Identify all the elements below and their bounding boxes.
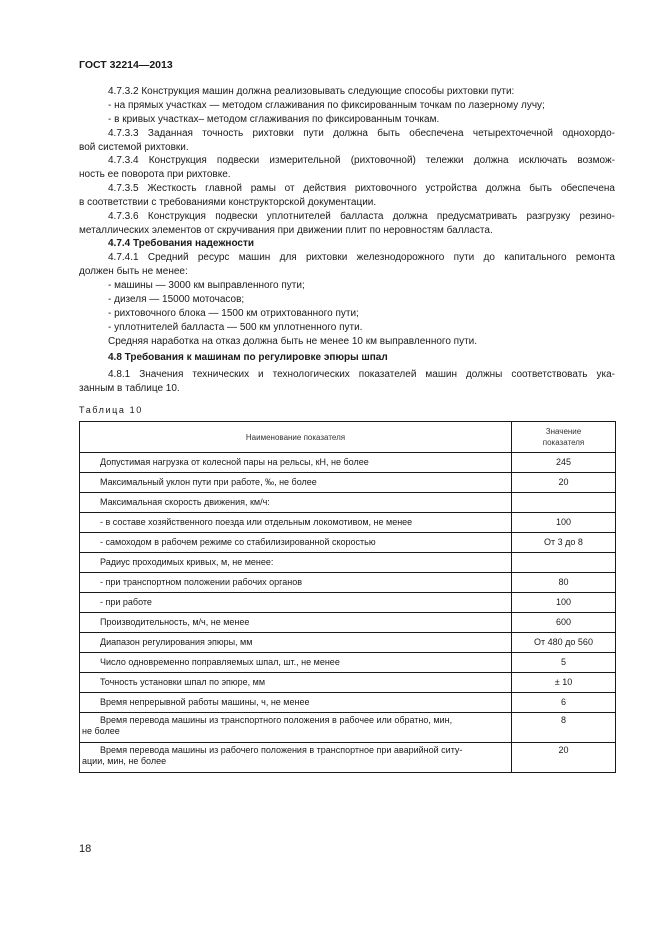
row-value: 5 [512, 653, 616, 673]
row-name: Максимальный уклон пути при работе, ‰, не более [80, 473, 512, 493]
row-name-line-1: Время перевода машины из рабочего положения в транспортное при аварийной ситу- [100, 745, 463, 755]
row-name: - в составе хозяйственного поезда или отдельным локомотивом, не менее [80, 513, 512, 533]
row-name: Число одновременно поправляемых шпал, шт., не менее [80, 653, 512, 673]
section-heading-4-8: 4.8 Требования к машинам по регулировке эпюры шпал [108, 352, 388, 363]
row-name: Диапазон регулирования эпюры, мм [80, 633, 512, 653]
clause-4-7-3-5: 4.7.3.5 Жесткость главной рамы от действия рихтовочного устройства должна быть обеспечена [108, 183, 615, 194]
list-item: - машины — 3000 км выправленного пути; [108, 280, 305, 291]
table-row [80, 653, 616, 673]
clause-4-7-3-6: 4.7.3.6 Конструкция подвески уплотнителей балласта должна предусматривать разгрузку резино- [108, 211, 615, 222]
table-row [80, 743, 616, 773]
row-name [80, 713, 512, 743]
table-caption: Таблица 10 [79, 405, 143, 415]
list-item: - уплотнителей балласта — 500 км уплотненного пути. [108, 322, 363, 333]
row-value: 80 [512, 573, 616, 593]
table-row [80, 673, 616, 693]
table-10 [79, 421, 616, 773]
table-row [80, 593, 616, 613]
table-row [80, 553, 616, 573]
list-item: - на прямых участках — методом сглаживания по фиксированным точкам по лазерному лучу; [108, 100, 545, 111]
row-value: 8 [512, 713, 616, 743]
clause-4-7-3-2: 4.7.3.2 Конструкция машин должна реализовывать следующие способы рихтовки пути: [108, 86, 515, 97]
column-header-name: Наименование показателя [80, 422, 512, 453]
document-header: ГОСТ 32214—2013 [79, 59, 173, 71]
table-row [80, 453, 616, 473]
row-value: ± 10 [512, 673, 616, 693]
list-item: - в кривых участках– методом сглаживания по фиксированным точкам. [108, 114, 440, 125]
clause-text: металлических элементов от скручивания при движении плит по неровностям балласта. [79, 225, 493, 236]
row-name: Радиус проходимых кривых, м, не менее: [80, 553, 512, 573]
row-name: Точность установки шпал по эпюре, мм [80, 673, 512, 693]
row-name-line-1: Время перевода машины из транспортного положения в рабочее или обратно, мин, [100, 715, 453, 725]
row-value [512, 493, 616, 513]
column-header-value [512, 422, 616, 453]
row-name-line-2: не более [82, 726, 120, 736]
row-value: 100 [512, 513, 616, 533]
row-value: 20 [512, 743, 616, 773]
table-row [80, 693, 616, 713]
row-value [512, 553, 616, 573]
table-row [80, 513, 616, 533]
row-value: От 3 до 8 [512, 533, 616, 553]
table-row [80, 613, 616, 633]
list-item: - рихтовочного блока — 1500 км отрихтованного пути; [108, 308, 359, 319]
table-row [80, 713, 616, 743]
clause-4-8-1: 4.8.1 Значения технических и технологических показателей машин должны соответствовать ука- [108, 369, 615, 380]
row-value: 20 [512, 473, 616, 493]
row-value: 100 [512, 593, 616, 613]
clause-text: вой системой рихтовки. [79, 142, 189, 153]
column-header-value-line-1: Значение [545, 427, 582, 436]
clause-4-7-3-4: 4.7.3.4 Конструкция подвески измерительной (рихтовочной) тележки должна исключать возмож- [108, 155, 615, 166]
row-name: - при транспортном положении рабочих органов [80, 573, 512, 593]
clause-4-7-3-3: 4.7.3.3 Заданная точность рихтовки пути должна быть обеспечена четырехточечной однохордо- [108, 128, 615, 139]
clause-text: должен быть не менее: [79, 266, 188, 277]
table-row [80, 573, 616, 593]
row-name: - самоходом в рабочем режиме со стабилизированной скоростью [80, 533, 512, 553]
clause-text: занным в таблице 10. [79, 383, 180, 394]
row-name: Производительность, м/ч, не менее [80, 613, 512, 633]
table-row [80, 533, 616, 553]
row-name: - при работе [80, 593, 512, 613]
row-name: Максимальная скорость движения, км/ч: [80, 493, 512, 513]
column-header-value-line-2: показателя [542, 438, 585, 447]
row-name-line-2: ации, мин, не более [82, 756, 167, 766]
list-item: - дизеля — 15000 моточасов; [108, 294, 245, 305]
page-number: 18 [79, 843, 92, 855]
clause-4-7-4-1: 4.7.4.1 Средний ресурс машин для рихтовки железнодорожного пути до капитального ремонта [108, 252, 615, 263]
row-name: Допустимая нагрузка от колесной пары на рельсы, кН, не более [80, 453, 512, 473]
clause-text: ность ее поворота при рихтовке. [79, 169, 231, 180]
row-value: 245 [512, 453, 616, 473]
row-value: 6 [512, 693, 616, 713]
row-name: Время непрерывной работы машины, ч, не менее [80, 693, 512, 713]
table-row [80, 633, 616, 653]
row-value: От 480 до 560 [512, 633, 616, 653]
clause-text: в соответствии с требованиями конструкторской документации. [79, 197, 377, 208]
row-name [80, 743, 512, 773]
table-header-row [80, 422, 616, 453]
table-row [80, 493, 616, 513]
table-row [80, 473, 616, 493]
section-heading-4-7-4: 4.7.4 Требования надежности [108, 238, 255, 249]
clause-text: Средняя наработка на отказ должна быть не менее 10 км выправленного пути. [108, 336, 478, 347]
row-value: 600 [512, 613, 616, 633]
